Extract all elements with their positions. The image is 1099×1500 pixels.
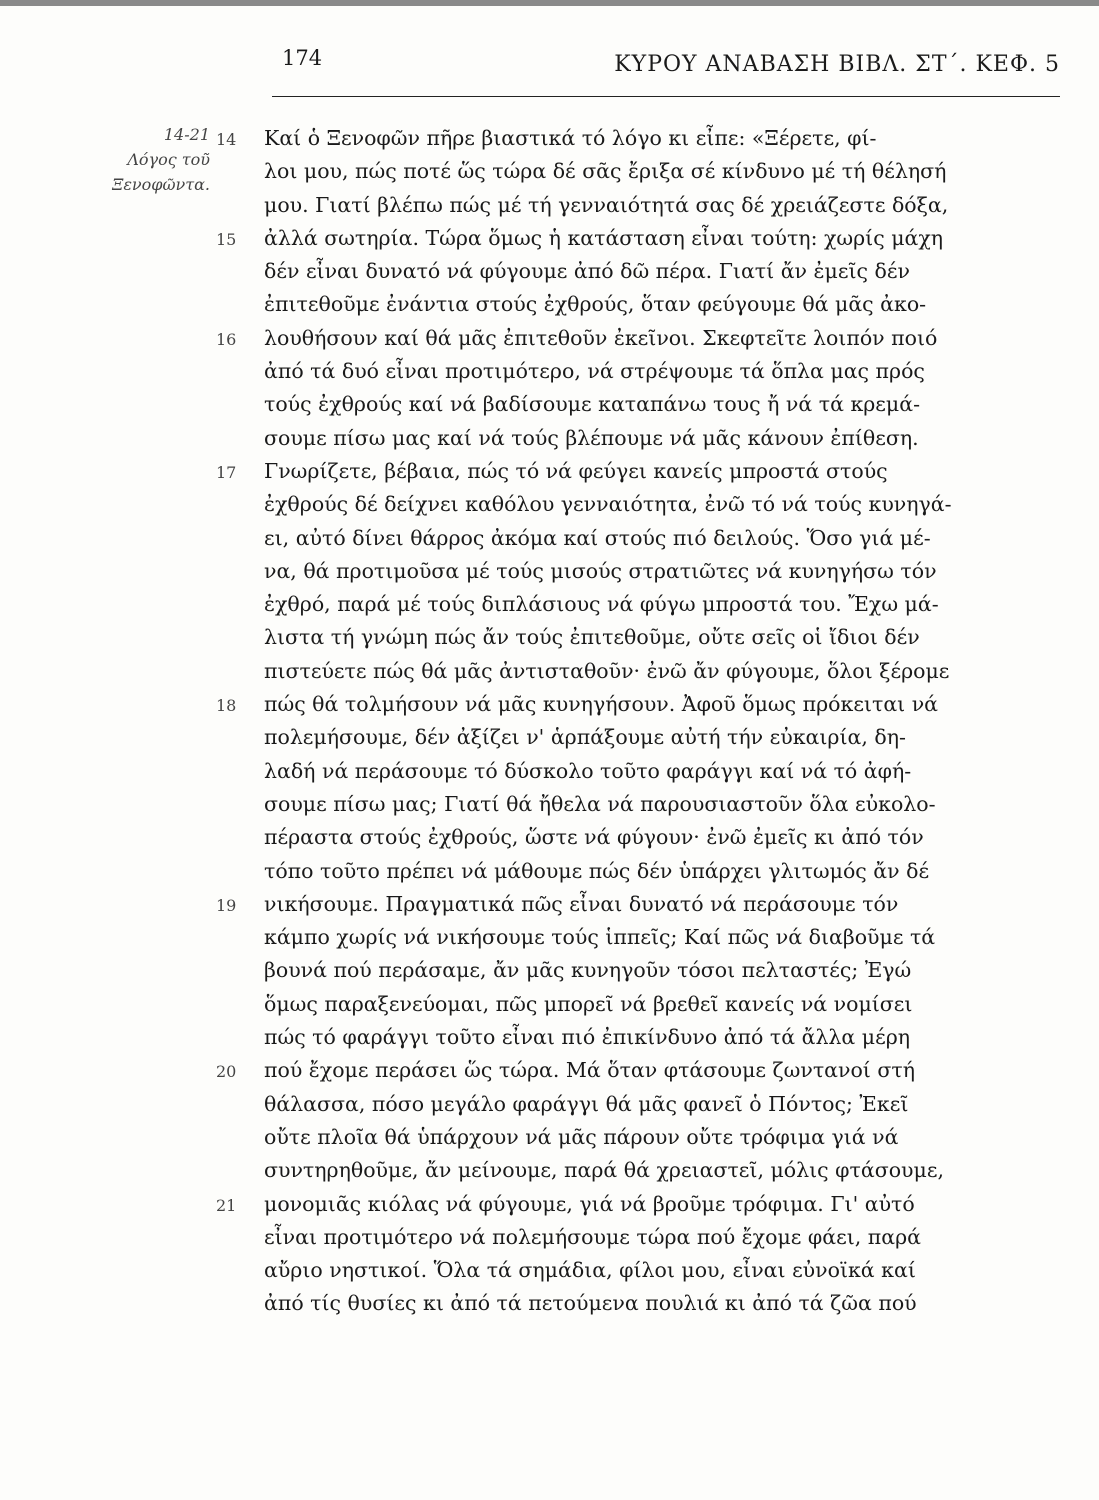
text-line [256,1088,1061,1121]
text-line [256,388,1061,421]
line-text: νικήσουμε. Πραγματικά πῶς εἶναι δυνατό νά περάσουμε τόν [264,891,899,916]
section-number: 20 [216,1062,237,1082]
header-rule [272,96,1060,97]
text-line [216,455,1061,488]
line-text: λιστα τή γνώμη πώς ἄν τούς ἐπιτεθοῦμε, οὔτε σεῖς οἱ ἴδιοι δέν [264,625,920,650]
line-text: πολεμήσουμε, δέν ἀξίζει ν' ἁρπάξουμε αὐτή τήν εὐκαιρία, δη- [264,725,906,750]
line-text: πού ἔχομε περάσει ὥς τώρα. Μά ὅταν φτάσουμε ζωντανοί στή [264,1058,915,1083]
line-text: θάλασσα, πόσο μεγάλο φαράγγι θά μᾶς φανεῖ ὁ Πόντος; Ἐκεῖ [264,1091,909,1116]
text-line [256,755,1061,788]
text-line [256,189,1061,222]
line-text: Γνωρίζετε, βέβαια, πώς τό νά φεύγει κανείς μπροστά στούς [264,458,888,483]
line-text: ἀπό τά δυό εἶναι προτιμότερο, νά στρέψουμε τά ὅπλα μας πρός [264,359,925,384]
line-text: λοι μου, πώς ποτέ ὥς τώρα δέ σᾶς ἔριξα σέ κίνδυνο μέ τή θέλησή [264,159,947,184]
line-text: λουθήσουν καί θά μᾶς ἐπιτεθοῦν ἐκεῖνοι. Σκεφτεῖτε λοιπόν ποιό [264,325,938,350]
page-header [272,46,1060,86]
line-text: μου. Γιατί βλέπω πώς μέ τή γενναιότητά σας δέ χρειάζεστε δόξα, [264,192,949,217]
line-text: ἀλλά σωτηρία. Τώρα ὅμως ἡ κατάσταση εἶναι τούτη: χωρίς μάχη [264,225,944,250]
line-text: βουνά πού περάσαμε, ἄν μᾶς κυνηγοῦν τόσοι πελταστές; Ἐγώ [264,958,912,983]
line-text: ὅμως παραξενεύομαι, πῶς μπορεῖ νά βρεθεῖ κανείς νά νομίσει [264,991,913,1016]
text-line [216,322,1061,355]
text-line [256,821,1061,854]
text-line [216,1054,1061,1087]
margin-note-title-1: Λόγος τοῦ [127,150,210,169]
text-line [256,1287,1061,1320]
line-text: πώς τό φαράγγι τοῦτο εἶναι πιό ἐπικίνδυνο ἀπό τά ἄλλα μέρη [264,1025,911,1050]
text-line [256,555,1061,588]
text-line [256,1121,1061,1154]
text-line [256,921,1061,954]
line-text: σουμε πίσω μας καί νά τούς βλέπουμε νά μᾶς κάνουν ἐπίθεση. [264,425,919,450]
text-line [256,721,1061,754]
line-text: Καί ὁ Ξενοφῶν πῆρε βιαστικά τό λόγο κι εἶπε: «Ξέρετε, φί- [264,126,877,150]
text-line [256,1021,1061,1054]
section-number: 18 [216,696,237,716]
line-text: τούς ἐχθρούς καί νά βαδίσουμε καταπάνω τους ἤ νά τά κρεμά- [264,392,921,417]
text-line [256,655,1061,688]
text-line [256,788,1061,821]
line-text: να, θά προτιμοῦσα μέ τούς μισούς στρατιῶτες νά κυνηγήσω τόν [264,558,937,583]
line-text: ει, αὐτό δίνει θάρρος ἀκόμα καί στούς πιό δειλούς. Ὅσο γιά μέ- [264,525,931,550]
margin-note-title-2: Ξενοφῶντα. [112,175,210,194]
text-line [256,954,1061,987]
section-number: 19 [216,895,237,915]
margin-note-range: 14-21 [163,125,210,144]
text-line [256,288,1061,321]
text-line [256,488,1061,521]
text-line [256,855,1061,888]
line-text: συντηρηθοῦμε, ἄν μείνουμε, παρά θά χρειαστεῖ, μόλις φτάσουμε, [264,1158,944,1183]
section-number: 15 [216,229,237,249]
text-line [256,588,1061,621]
text-line [256,1254,1061,1287]
text-line [256,988,1061,1021]
line-text: ἐχθρούς δέ δείχνει καθόλου γενναιότητα, ἐνῶ τό νά τούς κυνηγά- [264,492,952,517]
line-text: ἐχθρό, παρά μέ τούς διπλάσιους νά φύγω μπροστά του. Ἔχω μά- [264,592,939,617]
section-number: 21 [216,1195,237,1215]
page-number: 174 [282,46,323,70]
text-line [256,522,1061,555]
line-text: σουμε πίσω μας; Γιατί θά ἤθελα νά παρουσιαστοῦν ὅλα εὐκολο- [264,791,936,816]
line-text: ἀπό τίς θυσίες κι ἀπό τά πετούμενα πουλιά κι ἀπό τά ζῶα πού [264,1291,917,1316]
section-number: 14 [216,130,237,149]
line-text: ἐπιτεθοῦμε ἐνάντια στούς ἐχθρούς, ὅταν φεύγουμε θά μᾶς ἀκο- [264,292,927,317]
text-line [256,422,1061,455]
line-text: πιστεύετε πώς θά μᾶς ἀντισταθοῦν· ἐνῶ ἄν φύγουμε, ὅλοι ξέρομε [264,658,950,683]
section-number: 17 [216,462,237,482]
line-text: εἶναι προτιμότερο νά πολεμήσουμε τώρα πού ἔχομε φάει, παρά [264,1224,922,1249]
line-text: μονομιᾶς κιόλας νά φύγουμε, γιά νά βροῦμε τρόφιμα. Γι' αὐτό [264,1191,915,1216]
margin-note [100,122,210,197]
section-number: 16 [216,329,237,349]
text-line [256,255,1061,288]
scan-top-edge [0,0,1099,6]
line-text: λαδή νά περάσουμε τό δύσκολο τοῦτο φαράγγι καί νά τό ἀφή- [264,758,912,783]
text-line [256,1221,1061,1254]
text-line [216,122,1061,155]
running-head: ΚΥΡΟΥ ΑΝΑΒΑΣΗ ΒΙΒΛ. ΣΤ΄. ΚΕΦ. 5 [614,52,1060,77]
text-line [256,621,1061,654]
text-line [216,888,1061,921]
text-line [216,222,1061,255]
line-text: τόπο τοῦτο πρέπει νά μάθουμε πώς δέν ὑπάρχει γλιτωμός ἄν δέ [264,858,930,883]
line-text: πέραστα στούς ἐχθρούς, ὥστε νά φύγουν· ἐνῶ ἐμεῖς κι ἀπό τόν [264,825,924,850]
text-line [216,688,1061,721]
text-line [216,1188,1061,1221]
line-text: κάμπο χωρίς νά νικήσουμε τούς ἱππεῖς; Καί πῶς νά διαβοῦμε τά [264,925,936,950]
text-line [256,355,1061,388]
body-text [216,122,1061,1321]
line-text: αὔριο νηστικοί. Ὅλα τά σημάδια, φίλοι μου, εἶναι εὐνοϊκά καί [264,1258,916,1283]
line-text: δέν εἶναι δυνατό νά φύγουμε ἀπό δῶ πέρα. Γιατί ἄν ἐμεῖς δέν [264,259,910,284]
line-text: οὔτε πλοῖα θά ὑπάρχουν νά μᾶς πάρουν οὔτε τρόφιμα γιά νά [264,1124,899,1149]
text-line [256,1154,1061,1187]
line-text: πώς θά τολμήσουν νά μᾶς κυνηγήσουν. Ἀφοῦ ὅμως πρόκειται νά [264,692,939,717]
text-line [256,155,1061,188]
